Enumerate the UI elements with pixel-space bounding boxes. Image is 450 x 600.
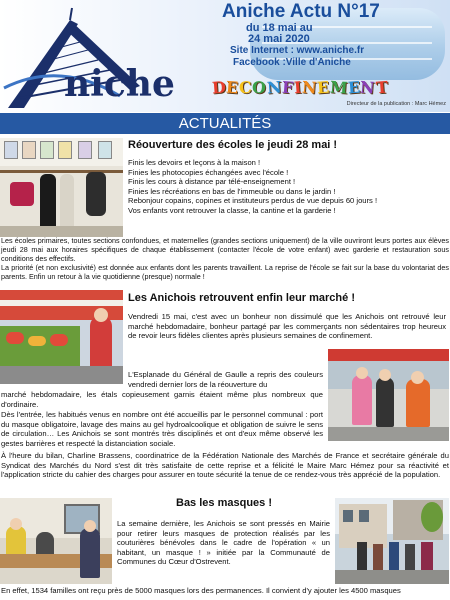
article-title: Réouverture des écoles le jeudi 28 mai ! [128, 139, 338, 151]
issue-date-end: 24 mai 2020 [248, 33, 310, 45]
article-paragraph: En effet, 1534 familles ont reçu près de 5000 masques lors des permanences. Il convient d'y ajouter les 4500 masques [1, 586, 401, 595]
article-title: Bas les masques ! [176, 497, 272, 509]
publication-director: Directeur de la publication : Marc Hémez [346, 101, 446, 107]
deconfinement-banner [212, 78, 388, 97]
article-paragraph: La semaine dernière, les Anichois se sont pressés en Mairie pour retirer leurs masques de protection réalisés par les couturières bénévoles dans le cadre de l'opération « un habitant, un masque ! » initiée par la Communauté de Communes du Cœur d'Ostrevent. [117, 519, 330, 567]
classroom-coats-photo [0, 138, 123, 237]
issue-date-start: du 18 mai au [246, 22, 313, 34]
banner-letter: N [301, 77, 318, 98]
banner-letter: E [316, 77, 331, 98]
article-paragraph: L'Esplanade du Général de Gaulle a repris des couleurs vendredi dernier lors de la réouverture du [128, 370, 323, 389]
banner-letter: C [238, 77, 253, 98]
bullet-line: Finies les photocopies échangées avec l'école ! [128, 167, 289, 177]
article-paragraph: Dès l'entrée, les habitués venus en nombre ont été accueillis par le personnel communal : port du masque obligatoire, lavage des mains au gel hydroalcoolique et obligation de suivre le sens de circulation… Les Anichois se sont montrés très disciplinés et ont d'eux même observé les gestes barrières et respecté la distanciation sociale. [1, 410, 323, 448]
mask-distribution-photo [0, 498, 112, 584]
bullet-line: Finis les cours à distance par télé-enseignement ! [128, 177, 296, 187]
issue-title: Aniche Actu N°17 [222, 1, 380, 22]
banner-letter: O [251, 77, 268, 98]
facebook-link[interactable]: Facebook :Ville d'Aniche [233, 57, 351, 68]
website-link[interactable]: Site Internet : www.aniche.fr [230, 45, 365, 56]
bullet-line: Finies les récréations en bas de l'immeuble ou dans le jardin ! [128, 186, 336, 196]
banner-letter: T [374, 77, 389, 98]
market-stall-photo [0, 290, 123, 384]
town-hall-queue-photo [335, 498, 449, 584]
article-paragraph: À l'heure du bilan, Charline Brassens, coordinatrice de la Fédération Nationale des Marchés de France et secrétaire générale du Syndicat des Marchés du Nord s'est dit très satisfaite de cette reprise et a félicité le Maire Marc Hémez pour sa réactivité et l'application stricte du cahier des charges pour assurer en toute sécurité la tenue de ce rendez-vous très apprécié de la population. [1, 451, 449, 480]
banner-letter: N [359, 77, 377, 98]
article-paragraph: marché hebdomadaire, les étals copieusement garnis étaient même plus nombreux que d'ordinaire. [1, 390, 323, 409]
bullet-line: Finis les devoirs et leçons à la maison ! [128, 158, 261, 167]
banner-letter: M [328, 77, 349, 98]
article-bullets [128, 158, 446, 216]
market-crowd-photo [328, 349, 449, 441]
bullet-line: Rebonjour copains, copines et instituteurs perdus de vue depuis 60 jours ! [128, 196, 378, 206]
banner-letter: I [293, 77, 303, 98]
banner-letter: N [266, 77, 283, 98]
article-paragraph: Vendredi 15 mai, c'est avec un bonheur non dissimulé que les Anichois ont retrouvé leur marché hebdomadaire, bonheur partagé par les commerçants non sédentaires trop heureux de revoir leurs fidèles clientes après plusieurs semaines de confinement. [128, 312, 446, 341]
section-header: ACTUALITÉS [0, 113, 450, 134]
banner-letter: E [347, 77, 362, 98]
banner-letter: F [281, 77, 295, 98]
banner-letter: D [211, 77, 228, 98]
article-title: Les Anichois retrouvent enfin leur marché ! [128, 292, 355, 304]
logo-wordmark: niche [64, 63, 175, 105]
banner-letter: E [225, 77, 240, 98]
bullet-line: Vos enfants vont retrouver la classe, la cantine et la garderie ! [128, 205, 336, 215]
article-paragraph: Les écoles primaires, toutes sections confondues, et maternelles (grandes sections uniquement) de la ville ouvriront leurs portes aux élèves jeudi 28 mai aux horaires spécifiques de chaque établissement (contacter l'école de votre enfant) avec garderie et restauration sous conditions des effectifs. La priorité (et non exclusivité) est donnée aux enfants dont les parents travaillent. La reprise de l'école se fait sur la base du volontariat des parents. Enfin un retour à la vie quotidienne (presque) normale ! [1, 236, 449, 281]
masthead [0, 0, 450, 112]
